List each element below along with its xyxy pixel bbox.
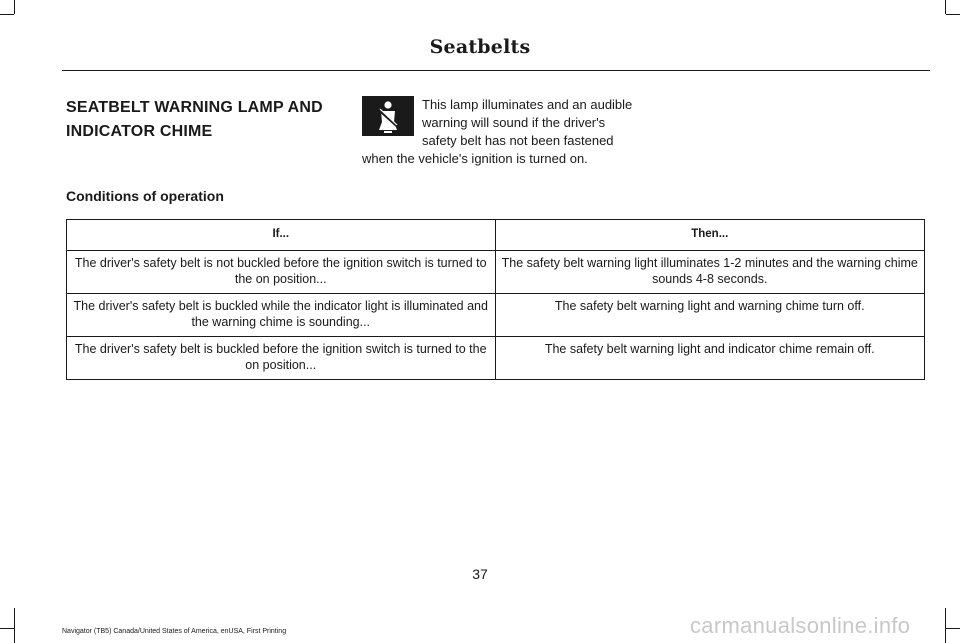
crop-mark-top-left-h [0,14,14,15]
table-row [67,337,925,380]
table-cell-then: The safety belt warning light and warning chime turn off. [495,294,925,337]
table-row [67,294,925,337]
icon-spacer [362,96,422,150]
crop-mark-bottom-left-h [0,628,14,629]
intro-paragraph [362,96,637,168]
table-cell-if: The driver's safety belt is not buckled before the ignition switch is turned to the on position... [67,251,496,294]
crop-mark-bottom-right-h [946,628,960,629]
conditions-heading: Conditions of operation [66,188,224,204]
crop-mark-bottom-left-v [14,608,15,643]
column-header-if: If... [67,220,496,251]
print-info: Navigator (TB5) Canada/United States of America, enUSA, First Printing [62,628,287,635]
table-row [67,251,925,294]
conditions-table [66,219,925,380]
page-number: 37 [472,566,488,582]
intro-text: This lamp illuminates and an audible warning will sound if the driver's safety belt has not been fastened when the vehicle's ignition is turned on. [362,97,633,166]
crop-mark-top-right-v [945,0,946,14]
table-cell-if: The driver's safety belt is buckled while the indicator light is illuminated and the warning chime is sounding... [67,294,496,337]
table-cell-then: The safety belt warning light illuminates 1-2 minutes and the warning chime sounds 4-8 seconds. [495,251,925,294]
table-header-row [67,220,925,251]
crop-mark-top-right-h [946,14,960,15]
crop-mark-bottom-right-v [945,608,946,643]
table-cell-then: The safety belt warning light and indicator chime remain off. [495,337,925,380]
crop-mark-top-left-v [14,0,15,14]
watermark: carmanualsonline.info [690,613,911,638]
column-header-then: Then... [495,220,925,251]
page-title: Seatbelts [429,36,531,58]
header-rule [62,70,930,71]
table-cell-if: The driver's safety belt is buckled before the ignition switch is turned to the on position... [67,337,496,380]
section-heading: SEATBELT WARNING LAMP AND INDICATOR CHIME [66,99,323,140]
